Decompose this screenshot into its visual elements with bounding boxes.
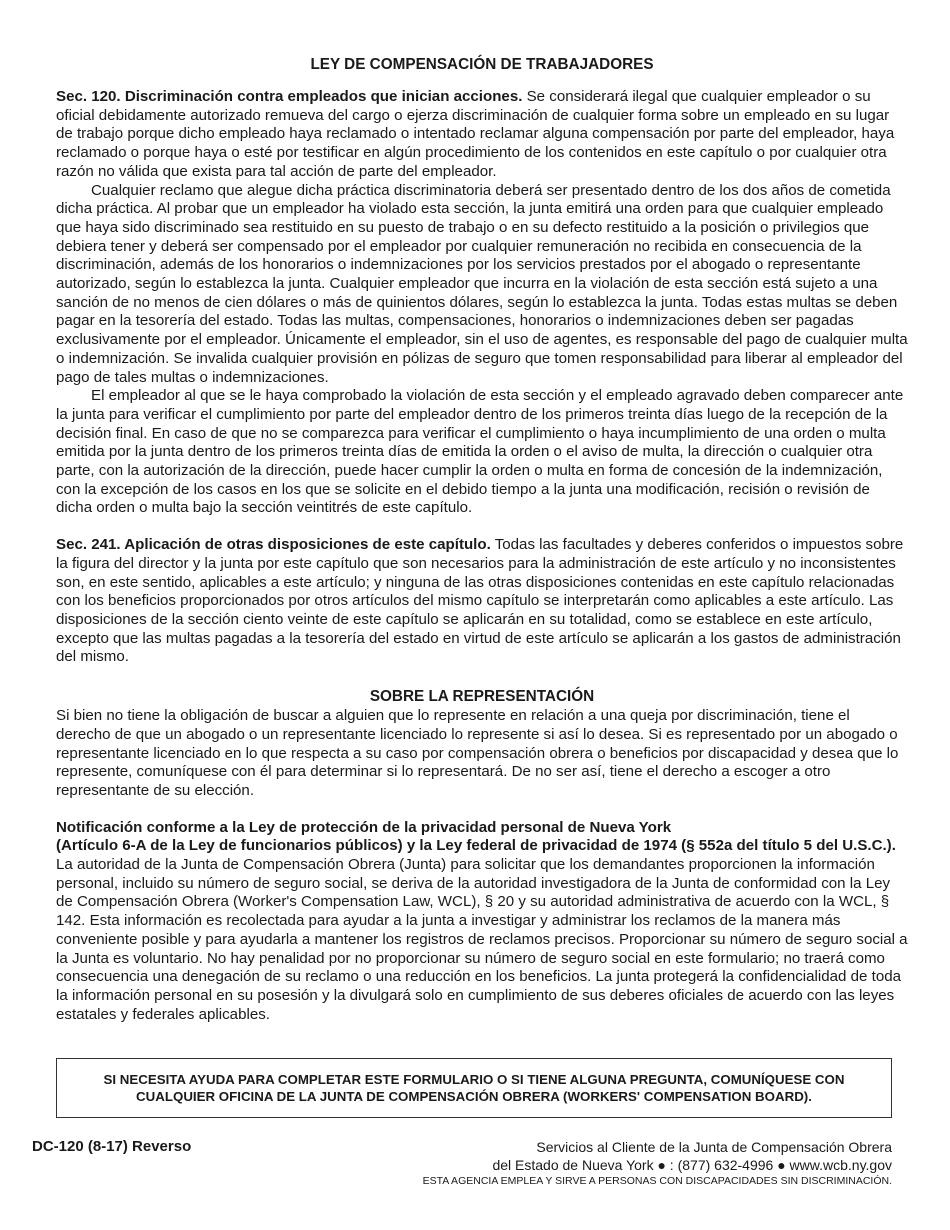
representation-text: Si bien no tiene la obligación de buscar a alguien que lo represente en relación a una queja por discriminación, tiene el derecho de que un abogado o un representante licenciado lo represente si así lo desea. Si es representado por un abogado o representante licenciado en lo que respecta a su caso por compensación obrera o beneficios por discapacidad y desea que lo represente, comuníquese con él para determinar si lo representará. De no ser así, tiene el derecho a escoger a otro representante de su elección. (56, 707, 899, 799)
privacy-heading-2: (Artículo 6-A de la Ley de funcionarios públicos) y la Ley federal de privacidad de 1974 (§ 552a del título 5 del U.S.C.). (56, 837, 896, 855)
document-body (56, 56, 908, 1024)
sec241-heading: Sec. 241. Aplicación de otras disposiciones de este capítulo. (56, 536, 491, 554)
footer-line-2: del Estado de Nueva York ● : (877) 632-4996 ● www.wcb.ny.gov (492, 1156, 892, 1173)
privacy-text: La autoridad de la Junta de Compensación Obrera (Junta) para solicitar que los demandantes proporcionen la información personal, incluido su número de seguro social, se deriva de la autoridad investigadora de la Junta de conformidad con la Ley de Compensación Obrera (Worker's Compensation Law, WCL), § 20 y su autoridad administrativa de acuerdo con la WCL, § 142. Esta información es recolectada para ayudar a la junta a investigar y administrar los reclamos de la manera más conveniente posible y para ayudarla a mantener los registros de reclamos precisos. Proporcionar su número de seguro social a la Junta es voluntario. No hay penalidad por no proporcionar su número de seguro social en este formulario; no traerá como consecuencia una denegación de su reclamo o una reducción en los beneficios. La junta protegerá la confidencialidad de toda la información personal en su posesión y la divulgará solo en cumplimiento de sus deberes oficiales de acuerdo con las leyes estatales y federales aplicables. (56, 856, 908, 1023)
footer-disclaimer: ESTA AGENCIA EMPLEA Y SIRVE A PERSONAS CON DISCAPACIDADES SIN DISCRIMINACIÓN. (422, 1175, 892, 1187)
sec120-paragraph-3: El empleador al que se le haya comprobado la violación de esta sección y el empleado agravado deben comparecer ante la junta para verificar el cumplimiento por parte del empleador dentro de los primeros treinta días luego de la recepción de la decisión final. En caso de que no se comparezca para verificar el cumplimiento o haya incumplimiento de una orden o multa emitida por la junta dentro de los primeros treinta días de emitida la orden o el aviso de multa, la dirección o cualquier otra parte, con la autorización de la dirección, puede hacer cumplir la orden o multa en forma de concesión de la indemnización, con la excepción de los casos en los que se solicite en el debido tiempo a la junta una modificación, recisión o revisión de dicha orden o multa bajo la sección veintitrés de este capítulo. (56, 387, 904, 517)
sec241-text: Todas las facultades y deberes conferidos o impuestos sobre la figura del director y la junta por este capítulo que son necesarios para la administración de este artículo y no inconsistentes son, en este sentido, aplicables a este artículo; y ninguna de las otras disposiciones contenidas en este capítulo relacionadas con los beneficios proporcionados por otros artículos del mismo capítulo se interpretarán como aplicables a este artículo. Las disposiciones de la sección ciento veinte de este capítulo se aplicarán en su totalidad, como se establece en este artículo, excepto que las multas pagadas a la tesorería del estado en virtud de este artículo se aplicarán a los gastos de administración del mismo. (56, 536, 904, 666)
form-identifier: DC-120 (8-17) Reverso (32, 1138, 192, 1155)
footer-line-1: Servicios al Cliente de la Junta de Compensación Obrera (536, 1139, 892, 1155)
help-notice-box: SI NECESITA AYUDA PARA COMPLETAR ESTE FORMULARIO O SI TIENE ALGUNA PREGUNTA, COMUNÍQUESE CON CUALQUIER OFICINA DE LA JUNTA DE COMPENSACIÓN OBRERA (WORKERS' COMPENSATION BOARD). (56, 1058, 892, 1118)
sec120-heading: Sec. 120. Discriminación contra empleados que inician acciones. (56, 88, 523, 105)
page-title: LEY DE COMPENSACIÓN DE TRABAJADORES (310, 56, 654, 73)
sec241-paragraph (56, 536, 908, 667)
sec120-text-1: Se considerará ilegal que cualquier empleador o su oficial debidamente autorizado remueva del cargo o ejerza discriminación de cualquier forma sobre un empleado en su lugar de trabajo porque dicho empleado haya reclamado o intentado reclamar alguna compensación por parte del empleador, haya reclamado o porque haya o esté por testificar en algún procedimiento de los contenidos en este capítulo o por cualquier otra razón no válida que exista para tal acción de parte del empleador. (56, 88, 895, 180)
sec120-paragraph-1 (56, 88, 908, 182)
privacy-heading-1: Notificación conforme a la Ley de protección de la privacidad personal de Nueva York (56, 818, 672, 836)
representation-heading: SOBRE LA REPRESENTACIÓN (369, 688, 595, 706)
contact-footer (423, 1139, 892, 1188)
sec120-paragraph-2: Cualquier reclamo que alegue dicha práctica discriminatoria deberá ser presentado dentro de los dos años de cometida dicha práctica. Al probar que un empleador ha violado esta sección, la junta emitirá una orden para que cualquier empleado que haya sido discriminado sea restituido en su puesto de trabajo o en su defecto restituido a la posición o privilegios que debiera tener y deberá ser compensado por el empleador por cualquier remuneración no recibida en consecuencia de la discriminación, además de los honorarios o indemnizaciones por los servicios prestados por el abogado o representante autorizado, según lo establezca la junta. Cualquier empleador que incurra en la violación de esta sección está sujeto a una sanción de no menos de cien dólares o más de quinientos dólares, según lo establezca la junta. Todas estas multas se deben pagar en la tesorería del estado. Todas las multas, compensaciones, honorarios o indemnizaciones deben ser pagadas exclusivamente por el empleador. Únicamente el empleador, sin el uso de agentes, es responsable del pago de cualquier multa o indemnización. Se invalida cualquier provisión en pólizas de seguro que tomen responsabilidad para liberar al empleador del pago de tales multas o indemnizaciones. (56, 181, 908, 386)
